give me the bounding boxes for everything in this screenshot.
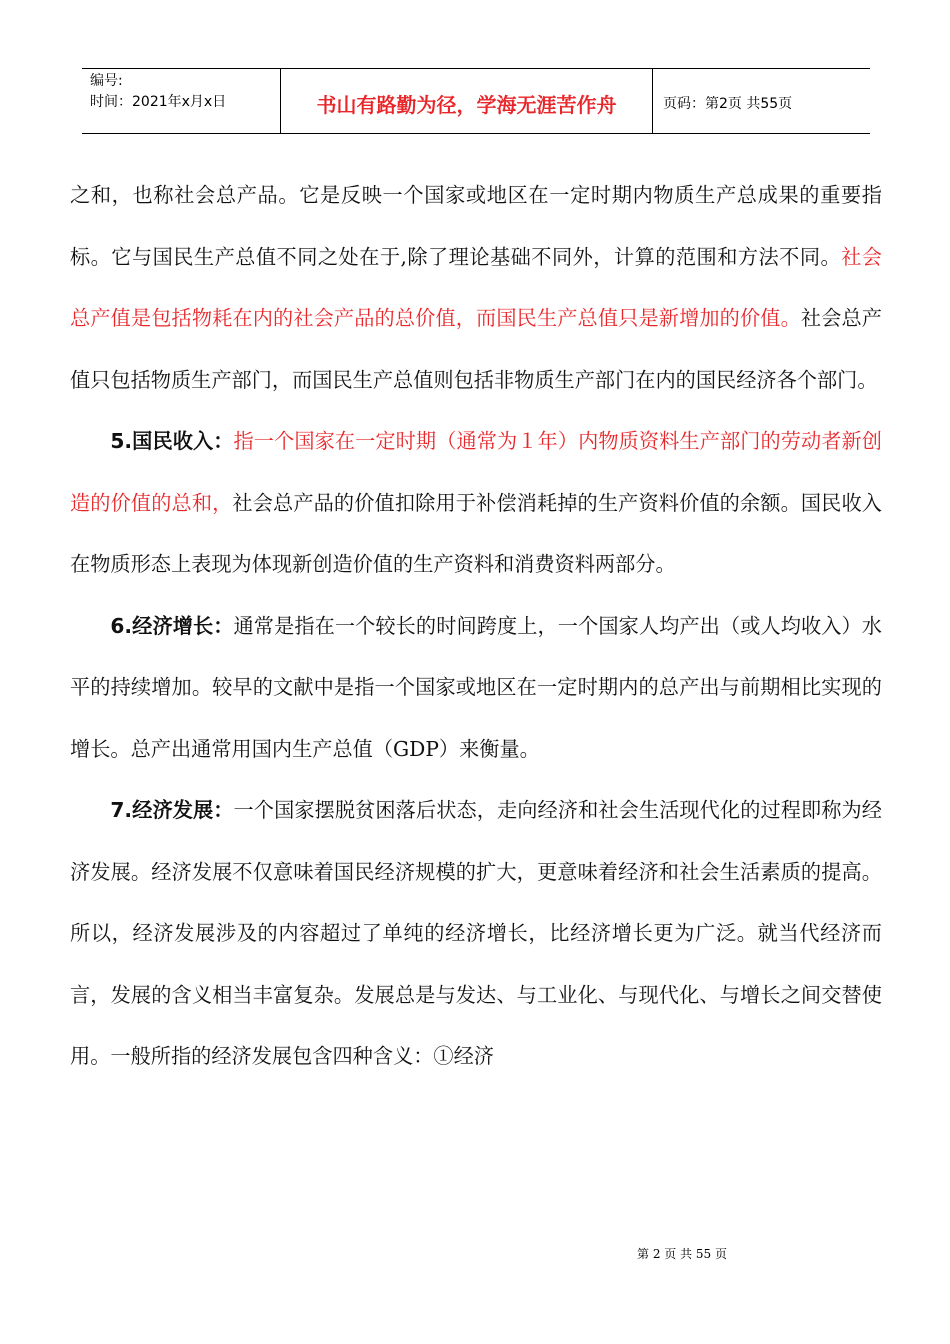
paragraph-text: 一个国家摆脱贫困落后状态，走向经济和社会生活现代化的过程即称为经济发展。经济发展不仅意味着国民经济规模的扩大，更意味着经济和社会生活素质的提高。所以，经济发展涉及的内容超过了单纯的经济增长，比经济增长更为广泛。就当代经济而言，发展的含义相当丰富复杂。发展总是与发达、与工业化、与现代化、与增长之间交替使用。一般所指的经济发展包含四种含义：①经济 [70, 798, 882, 1068]
highlighted-definition: 指一个国家在一定时期（通常为１年）内物质资料生产部门的劳动者新创造的价值的总和， [70, 429, 882, 515]
footer-page-number: 第 2 页 共 55 页 [637, 1247, 727, 1261]
header-motto: 书山有路勤为径，学海无涯苦作舟 [280, 69, 653, 133]
paragraph-economic-growth [70, 596, 882, 781]
paragraph-text: 通常是指在一个较长的时间跨度上，一个国家人均产出（或人均收入）水平的持续增加。较早的文献中是指一个国家或地区在一定时期内的总产出与前期相比实现的增长。总产出通常用国内生产总值（GDP）来衡量。 [70, 613, 882, 761]
paragraph-text: 社会总产品的价值扣除用于补偿消耗掉的生产资料价值的余额。国民收入在物质形态上表现为体现新创造价值的生产资料和消费资料两部分。 [70, 490, 882, 576]
document-date: 时间：2021年x月x日 [90, 94, 227, 110]
paragraph-economic-development [70, 780, 882, 1088]
paragraph-gross-social-product [70, 165, 882, 411]
document-body [70, 165, 882, 1088]
term-heading: 6.经济增长： [110, 613, 234, 638]
header-page-info: 页码：第2页 共55页 [663, 96, 793, 112]
term-heading: 5.国民收入： [110, 429, 234, 453]
paragraph-national-income [70, 411, 882, 596]
highlighted-text: 社会总产值是包括物耗在内的社会产品的总价值，而国民生产总值只是新增加的价值。 [70, 244, 882, 330]
term-heading: 7.经济发展： [110, 798, 234, 822]
paragraph-text: 社会总产值只包括物质生产部门，而国民生产总值则包括非物质生产部门在内的国民经济各个部门。 [70, 306, 882, 392]
paragraph-text: 之和，也称社会总产品。它是反映一个国家或地区在一定时期内物质生产总成果的重要指标。它与国民生产总值不同之处在于,除了理论基础不同外，计算的范围和方法不同。 [70, 183, 882, 269]
page-header [82, 68, 870, 134]
document-number-label: 编号: [90, 73, 123, 89]
header-meta [82, 69, 280, 133]
